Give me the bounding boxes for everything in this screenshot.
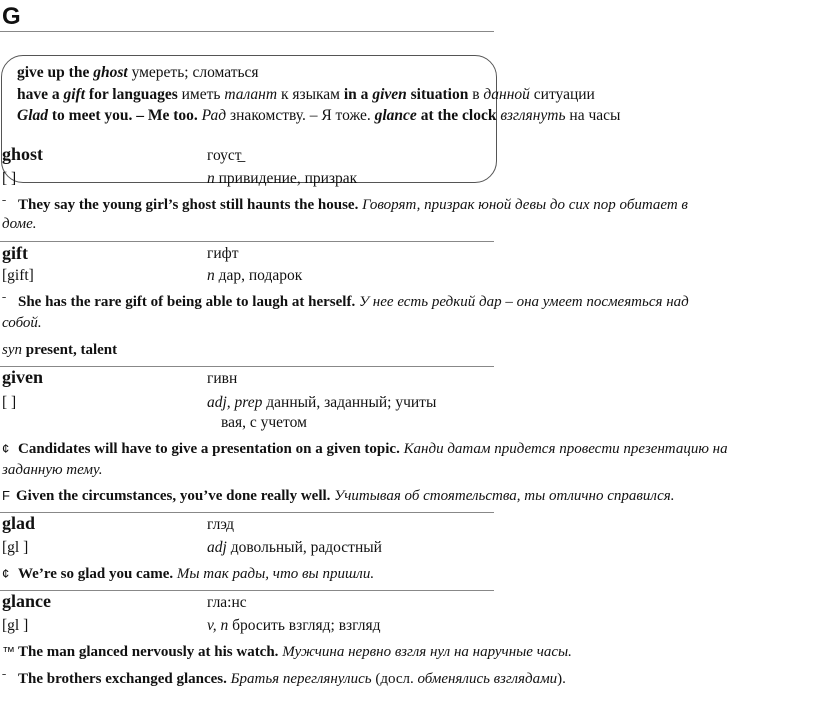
headword-given: given: [2, 367, 44, 387]
headword-glance: glance: [2, 591, 51, 611]
example-glance-2: ˉ The brothers exchanged glances. Братья переглянулись (досл. обменялись взглядами).: [2, 671, 566, 687]
example-given-1: ¢ Candidates will have to give a presentation on a given topic. Канди датам придется провести презентацию на: [2, 441, 728, 457]
transcription-glad: [gl ]: [2, 539, 29, 556]
example-gift-1-cont: собой.: [2, 315, 42, 331]
example-glad-1: ¢ We’re so glad you came. Мы так рады, что вы пришли.: [2, 566, 375, 582]
meaning-glad: adj довольный, радостный: [207, 539, 382, 556]
meaning-glance: v, n бросить взгляд; взгляд: [207, 617, 381, 634]
headword-glad: glad: [2, 513, 36, 533]
transcription-given: [ ]: [2, 394, 17, 411]
headword-gift: gift: [2, 243, 28, 263]
example-glance-1: ™ The man glanced nervously at his watch. Мужчина нервно взгля нул на наручные часы.: [2, 644, 572, 660]
pronunciation-given: гивн: [207, 370, 238, 387]
pronunciation-gift: гифт: [207, 245, 239, 262]
pronunciation-glance: гла:нс: [207, 594, 247, 611]
example-given-2: F Given the circumstances, you’ve done really well. Учитывая об стоятельства, ты отлично справился.: [2, 488, 675, 504]
pronunciation-glad: глэд: [207, 516, 235, 533]
example-given-1-cont: заданную тему.: [2, 462, 103, 478]
synonyms-gift: syn present, talent: [2, 342, 118, 358]
section-letter: G: [2, 3, 21, 30]
entry-divider: [0, 590, 494, 591]
meaning-ghost: n привидение, призрак: [207, 170, 358, 187]
meaning-gift: n дар, подарок: [207, 267, 303, 284]
entry-divider: [0, 366, 494, 367]
transcription-gift: [gift]: [2, 267, 34, 284]
transcription-glance: [gl ]: [2, 617, 29, 634]
meaning-given-cont: вая, с учетом: [221, 414, 307, 431]
headword-ghost: ghost: [2, 144, 44, 164]
phrase-line-3: Glad to meet you. – Me too. Рад знакомству. – Я тоже. glance at the clock взглянуть на часы: [17, 107, 621, 124]
transcription-ghost: [ ]: [2, 170, 17, 187]
phrase-line-2: have a gift for languages иметь талант к языкам in a given situation в данной ситуации: [17, 86, 595, 103]
phrase-line-1: give up the ghost умереть; сломаться: [17, 64, 259, 81]
example-ghost-1: ˉ They say the young girl’s ghost still haunts the house. Говорят, призрак юной девы до сих пор обитает в: [2, 197, 688, 213]
entry-divider: [0, 512, 494, 513]
header-rule: [0, 31, 494, 32]
entry-divider: [0, 241, 494, 242]
pronunciation-ghost: гоуст: [207, 147, 242, 164]
meaning-given: adj, prep данный, заданный; учиты: [207, 394, 437, 411]
example-gift-1: ˉ She has the rare gift of being able to laugh at herself. У нее есть редкий дар – она умеет посмеяться над: [2, 294, 689, 310]
example-ghost-1-cont: доме.: [2, 216, 37, 232]
